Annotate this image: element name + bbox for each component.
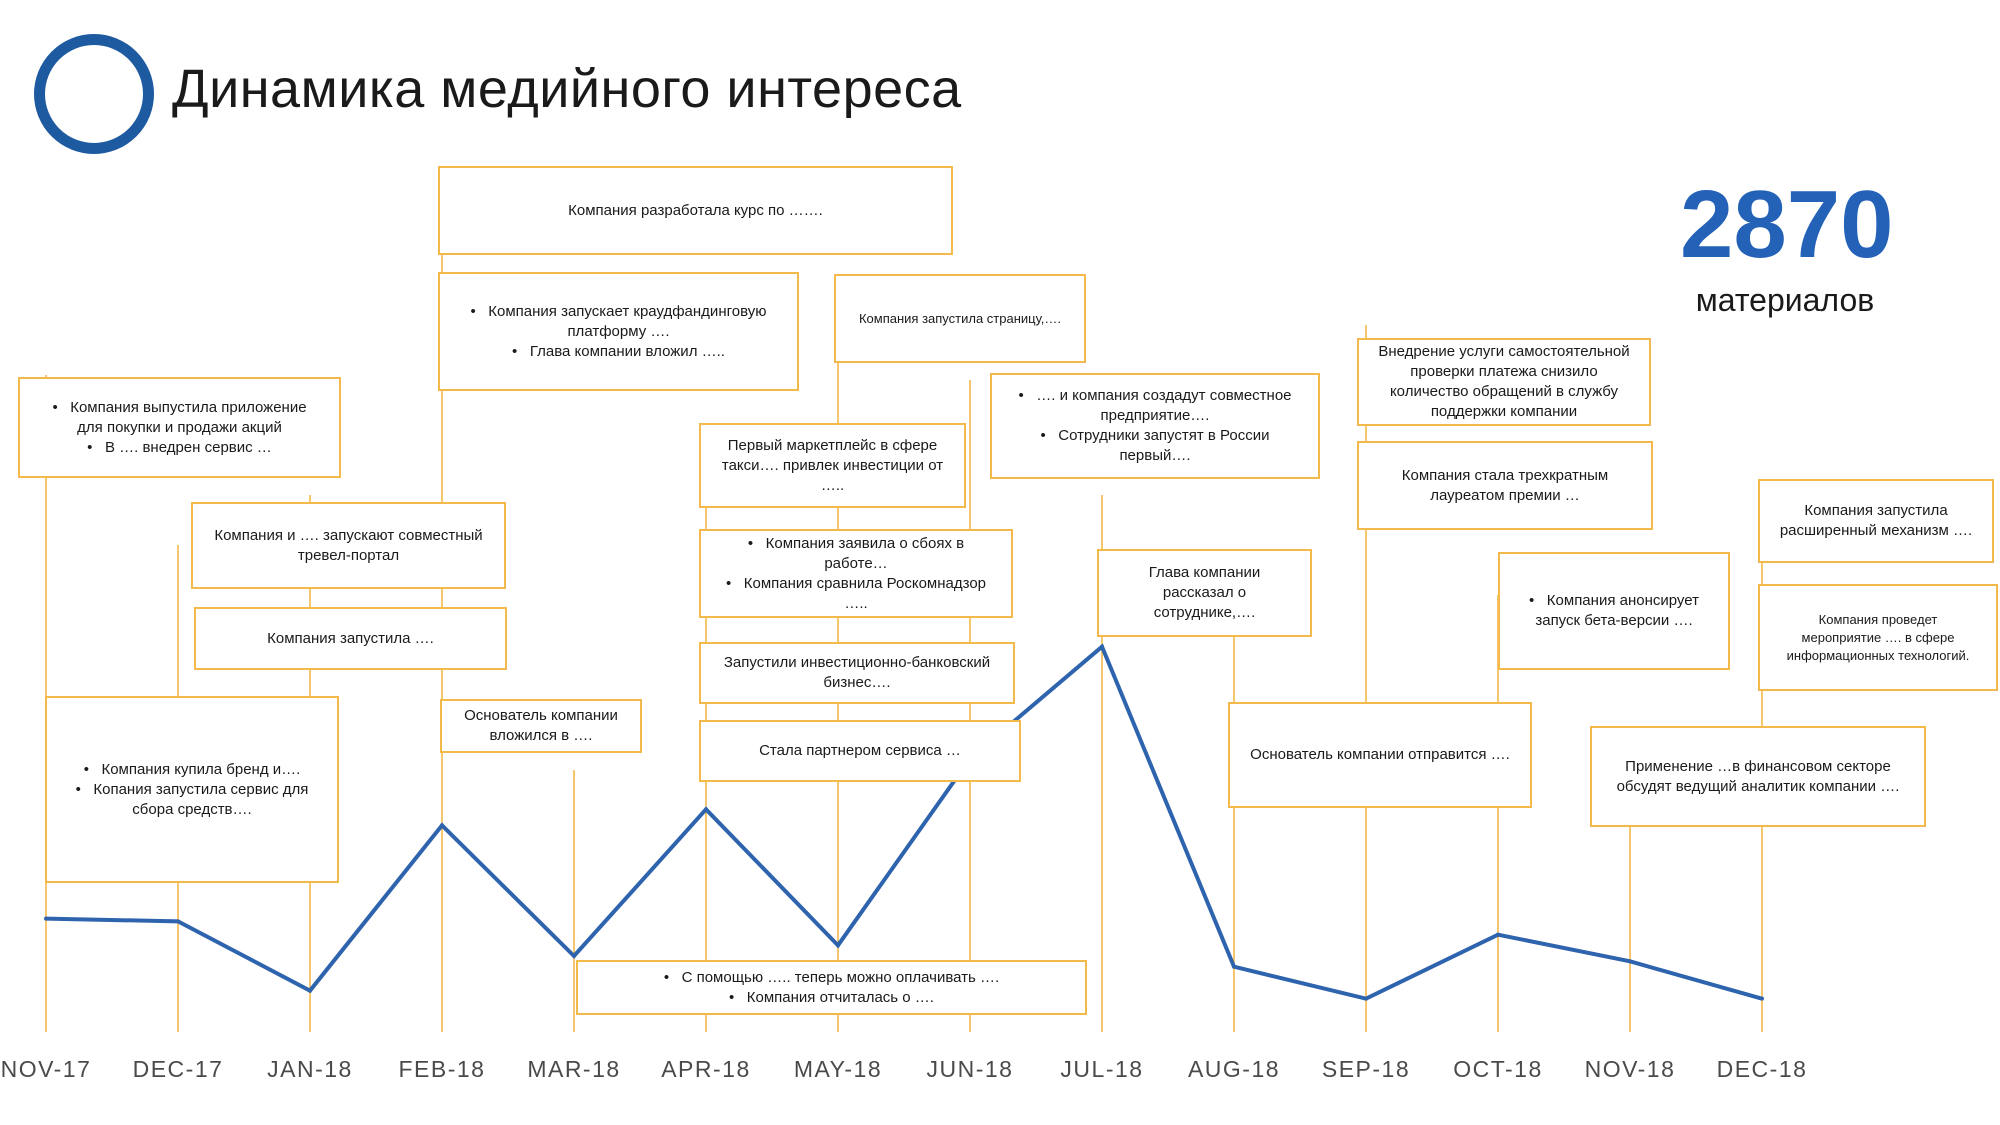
annotation-line: • …. и компания создадут совместное <box>1018 386 1291 406</box>
annotation-line: рассказал о <box>1162 584 1247 601</box>
annotation-line: информационных технологий. <box>1786 647 1970 663</box>
x-tick-label: AUG-18 <box>1187 1056 1281 1082</box>
annotation-box <box>440 699 642 753</box>
x-tick-label: NOV-17 <box>0 1056 92 1082</box>
x-axis-tick-labels <box>1 1056 1808 1082</box>
annotation-line: • Глава компании вложил ….. <box>512 342 725 362</box>
annotation-box <box>699 720 1021 782</box>
annotation-box <box>699 642 1015 704</box>
annotation-line: Компания запустила …. <box>267 629 434 647</box>
data-point <box>1628 959 1632 963</box>
annotation-line: Компания и …. запускают совместный <box>214 526 483 544</box>
annotation-line: количество обращений в службу <box>1389 383 1619 400</box>
data-point <box>1100 645 1104 649</box>
annotation-line: • Компания заявила о сбоях в <box>748 534 964 554</box>
annotation-box <box>1590 726 1926 827</box>
annotation-line: такси…. привлек инвестиции от <box>721 456 944 474</box>
annotation-box <box>1357 338 1651 426</box>
annotation-line: • Компания купила бренд и…. <box>84 760 301 780</box>
annotation-line: тревел-портал <box>297 546 400 564</box>
x-tick-label: APR-18 <box>661 1056 751 1082</box>
total-count: 2870 <box>1680 171 1894 278</box>
data-point <box>1760 997 1764 1001</box>
annotation-line: Применение …в финансовом секторе <box>1625 757 1891 775</box>
annotation-line: • Компания отчиталась о …. <box>729 988 934 1008</box>
annotation-line: Стала партнером сервиса … <box>759 742 961 759</box>
annotation-line: • Сотрудники запустят в России <box>1041 426 1270 446</box>
annotation-box <box>1357 441 1653 530</box>
annotation-line: платформу …. <box>567 322 670 340</box>
annotation-box <box>45 696 339 883</box>
annotation-line: работе… <box>824 554 888 572</box>
annotation-line: • Компания сравнила Роскомнадзор <box>726 574 986 594</box>
x-tick-label: FEB-18 <box>398 1056 486 1082</box>
data-point <box>704 807 708 811</box>
annotation-line: • С помощью ….. теперь можно оплачивать …. <box>664 968 999 988</box>
annotation-box <box>438 272 799 391</box>
annotation-box <box>438 166 953 255</box>
annotation-line: Внедрение услуги самостоятельной <box>1378 343 1630 360</box>
annotation-box <box>1758 479 1994 563</box>
x-tick-label: OCT-18 <box>1453 1056 1543 1082</box>
x-tick-label: DEC-18 <box>1716 1056 1808 1082</box>
annotation-box <box>990 373 1320 479</box>
annotation-line: запуск бета-версии …. <box>1535 612 1693 629</box>
annotation-box <box>1228 702 1532 808</box>
annotation-line: Основатель компании отправится …. <box>1250 746 1510 763</box>
data-point <box>308 989 312 993</box>
data-point <box>1496 933 1500 937</box>
data-point <box>176 919 180 923</box>
annotation-line: Компания стала трехкратным <box>1401 466 1609 484</box>
annotation-box <box>576 960 1087 1015</box>
annotation-line: • Компания анонсирует <box>1529 591 1699 611</box>
annotation-line: Компания проведет <box>1818 611 1938 627</box>
annotation-line: Компания разработала курс по ……. <box>568 201 823 219</box>
annotation-line: сбора средств…. <box>132 800 252 818</box>
annotation-box <box>1758 584 1998 691</box>
data-point <box>440 823 444 827</box>
annotation-line: • Компания выпустила приложение <box>52 398 306 418</box>
annotation-line: бизнес…. <box>823 674 891 691</box>
page-title: Динамика медийного интереса <box>172 59 962 119</box>
annotation-line: расширенный механизм …. <box>1779 522 1973 539</box>
annotation-box <box>1498 552 1730 670</box>
annotation-line: ….. <box>820 476 845 494</box>
annotation-line: Компания запустила <box>1804 502 1948 519</box>
data-point <box>1364 997 1368 1001</box>
data-point <box>572 954 576 958</box>
total-count-label: материалов <box>1695 282 1875 318</box>
annotation-line: Запустили инвестиционно-банковский <box>723 654 991 671</box>
annotation-box <box>699 423 966 508</box>
annotation-box <box>699 529 1013 618</box>
x-tick-label: JUN-18 <box>926 1056 1014 1082</box>
x-tick-label: NOV-18 <box>1584 1056 1676 1082</box>
x-tick-label: SEP-18 <box>1321 1056 1411 1082</box>
annotation-line: предприятие…. <box>1100 407 1210 424</box>
annotation-line: сотруднике,…. <box>1153 604 1256 621</box>
annotation-box <box>1097 549 1312 637</box>
annotation-line: • В …. внедрен сервис … <box>87 438 272 458</box>
annotation-box <box>191 502 506 589</box>
annotation-box <box>18 377 341 478</box>
annotation-line: лауреатом премии … <box>1430 486 1580 504</box>
x-tick-label: DEC-17 <box>132 1056 224 1082</box>
annotation-line: обсудят ведущий аналитик компании …. <box>1616 777 1900 795</box>
annotation-line: Глава компании <box>1148 564 1261 581</box>
annotation-line: для покупки и продажи акций <box>77 418 282 436</box>
data-point <box>836 943 840 947</box>
x-tick-label: JUL-18 <box>1060 1056 1144 1082</box>
annotation-line: Компания запустила страницу,…. <box>858 310 1062 326</box>
data-point <box>44 917 48 921</box>
annotation-line: Первый маркетплейс в сфере <box>727 436 938 454</box>
x-tick-label: JAN-18 <box>267 1056 353 1082</box>
annotation-line: • Копания запустила сервис для <box>76 780 309 800</box>
annotation-line: Основатель компании <box>464 707 618 724</box>
annotation-line: мероприятие …. в сфере <box>1801 629 1955 645</box>
annotation-line: первый…. <box>1119 447 1191 464</box>
annotation-line: поддержки компании <box>1430 403 1578 420</box>
annotation-line: проверки платежа снизило <box>1410 363 1598 380</box>
annotation-box <box>834 274 1086 363</box>
annotation-line: вложился в …. <box>489 727 593 744</box>
x-tick-label: MAY-18 <box>793 1056 883 1082</box>
annotation-line: ….. <box>844 594 868 612</box>
annotation-line: • Компания запускает краудфандинговую <box>471 302 767 322</box>
data-point <box>1232 965 1236 969</box>
x-tick-label: MAR-18 <box>527 1056 621 1082</box>
annotation-box <box>194 607 507 670</box>
